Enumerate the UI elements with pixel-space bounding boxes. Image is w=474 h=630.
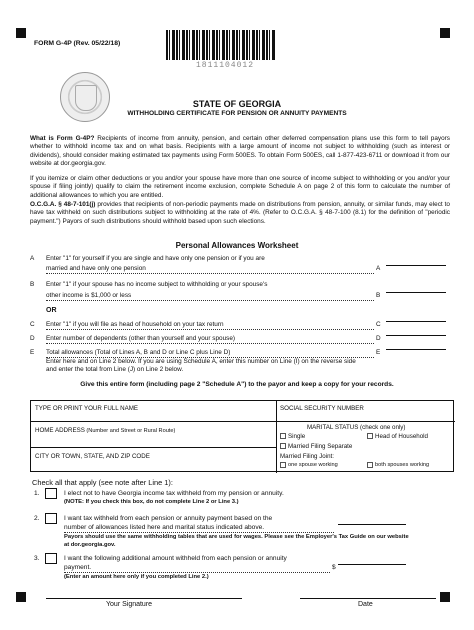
item2-note-line2: at dor.georgia.gov. [64,542,116,548]
row-text-line1: Enter "1" if you will file as head of household on your tax return [46,321,374,330]
intro-exclusion-paragraph: If you itemize or claim other deductions or you and/or your spouse have more than one source of income subject to withholding or you and/or your spouse if filing jointly) qualify to claim the retirement income exclusion, complete Schedule A on page 2 of this form to calculate the number of additional allowances to which you are entitled. [30,175,450,199]
intro-ocga-paragraph [30,201,450,226]
address-sublabel: (Number and Street or Rural Route) [84,428,176,434]
one-spouse-checkbox[interactable] [280,462,286,468]
item2-allowances-entry-line[interactable] [338,524,406,525]
give-note: Give this entire form (including page 2 "Schedule A") to the payor and keep a copy for your records. [80,381,394,388]
row-text-line1: Enter "1" for yourself if you are single and have only one pension or if you are [46,255,265,262]
item3-amount-entry-line[interactable] [338,564,406,565]
barcode [166,30,276,60]
city-label: CITY OR TOWN, STATE, AND ZIP CODE [35,453,150,460]
row-text-line1: Total allowances (Total of Lines A, B and D or Line C plus Line D) [46,349,374,358]
item3-dollar-sign: $ [332,564,336,571]
row-b-entry-line[interactable] [386,292,446,293]
ssn-label: SOCIAL SECURITY NUMBER [280,405,364,412]
row-text-line1: Enter number of dependents (other than yourself and your spouse) [46,335,374,344]
married-joint-label: Married Filing Joint: [280,453,334,460]
registration-mark-bottom-right [440,592,450,602]
recipient-info-table [30,400,454,472]
row-e-note: Enter here and on Line 2 below. If you are using Schedule A, enter this number on Line (I) on the reverse side and enter the total from Line (J) on Line 2 below. [46,358,356,373]
table-divider [31,447,276,448]
table-divider [31,421,455,422]
item2-number: 2. [34,515,40,522]
address-label: HOME ADDRESS [35,427,85,434]
intro-what-label: What is Form G-4P? [30,135,95,142]
intro-what-paragraph [30,135,450,169]
married-separate-label: Married Filing Separate [288,443,353,450]
row-text-line1: Enter "1" if your spouse has no income subject to withholding or your spouse's [46,281,268,288]
item2-checkbox[interactable] [45,513,57,524]
row-letter: E [30,349,35,356]
row-end-letter: E [376,349,381,356]
item1-checkbox[interactable] [45,488,57,499]
worksheet-row-c [30,321,450,331]
city-field[interactable] [35,453,273,471]
date-line[interactable] [300,598,436,599]
item3-number: 3. [34,555,40,562]
head-of-household-checkbox[interactable] [367,433,373,439]
row-d-entry-line[interactable] [386,335,446,336]
row-end-letter: B [376,292,381,299]
worksheet-row-e [30,349,450,379]
intro-ocga-text: provides that recipients of non-periodic payments made on distributions from pension, annuity, or similar funds, may elect to have tax withheld on such distributions subject to withholding at the rate of 4%. (Refer to O.C.G.A. § 48-7-100 (8.1) for the definition of "periodic payment.") Payors of such distributions should withhold based upon such elections. [30,201,450,225]
item2-text-line1: I want tax withheld from each pension or annuity payment based on the [64,515,273,522]
row-text-line2: married and have only one pension [46,265,374,274]
row-letter: D [30,335,35,342]
item1-number: 1. [34,490,40,497]
single-checkbox[interactable] [280,433,286,439]
row-end-letter: D [376,335,381,342]
row-a-entry-line[interactable] [386,265,446,266]
married-separate-checkbox[interactable] [280,443,286,449]
address-field[interactable] [35,427,273,445]
name-label: TYPE OR PRINT YOUR FULL NAME [35,405,139,412]
ssn-field[interactable] [280,405,450,420]
item2-text-line2: number of allowances listed here and marital status indicated above. [64,524,334,533]
row-letter: B [30,281,35,288]
name-field[interactable] [35,405,273,420]
row-letter: C [30,321,35,328]
worksheet-row-b [30,281,450,299]
both-spouses-label: both spouses working [375,462,430,468]
item2-note-line1: Payors should use the same withholding tables that are used for wages. Please see the Employer's Tax Guide on our website [64,534,409,540]
one-spouse-label: one spouse working [288,462,338,468]
signature-line[interactable] [46,598,242,599]
worksheet-row-d [30,335,450,345]
worksheet-title: Personal Allowances Worksheet [175,241,299,250]
row-end-letter: A [376,265,381,272]
item3-text-line1: I want the following additional amount withheld from each pension or annuity [64,555,287,562]
form-id: FORM G-4P (Rev. 05/22/18) [34,40,121,47]
barcode-number: 1811104012 [195,61,254,70]
registration-mark-bottom-left [16,592,26,602]
intro-ocga-label: O.C.G.A. § 48-7-101(j) [30,201,96,208]
row-letter: A [30,255,35,262]
row-text-line2: other income is $1,000 or less [46,292,374,301]
single-label: Single [288,433,306,440]
item3-checkbox[interactable] [45,553,57,564]
checks-heading: Check all that apply (see note after Line 1): [32,478,173,487]
worksheet-row-a [30,255,450,273]
registration-mark-top-right [440,28,450,38]
item1-text: I elect not to have Georgia income tax withheld from my pension or annuity. [64,490,284,497]
date-label: Date [358,601,373,608]
row-e-entry-line[interactable] [386,349,446,350]
form-subtitle: WITHHOLDING CERTIFICATE FOR PENSION OR ANNUITY PAYMENTS [127,110,347,117]
row-c-entry-line[interactable] [386,321,446,322]
signature-label: Your Signature [106,601,153,608]
item3-note: (Enter an amount here only if you completed Line 2.) [64,574,209,580]
or-label: OR [46,307,57,314]
head-of-household-label: Head of Household [375,433,428,440]
state-title: STATE OF GEORGIA [192,99,282,109]
registration-mark-top-left [16,28,26,38]
table-divider [276,401,277,473]
intro-what-text: Recipients of income from annuity, pension, and certain other deferred compensation plans use this form to tell payors whether to withhold income tax and on what basis. Recipients with a large amount of income not subject to withholding (such as interest or dividends), should consider making estimated tax payments using Form 500ES. To obtain Form 500ES, call 1-877-423-6711 or download it from our website at dor.georgia.gov. [30,135,450,168]
row-end-letter: C [376,321,381,328]
both-spouses-checkbox[interactable] [367,462,373,468]
marital-status-label: MARITAL STATUS (check one only) [307,424,406,431]
item3-text-line2: payment. [64,564,330,573]
item1-note: (NOTE: If you check this box, do not complete Line 2 or Line 3.) [64,499,239,505]
